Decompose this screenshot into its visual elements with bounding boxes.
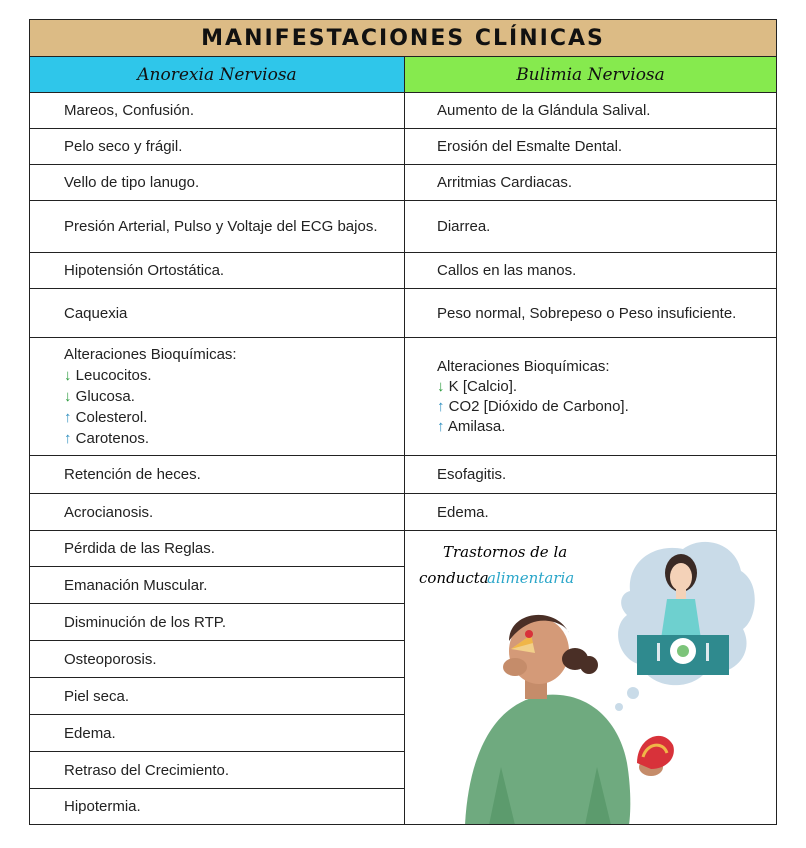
arrow-up-icon: ↑ [64,409,72,426]
table-cell: Callos en las manos. [405,253,777,289]
illustration-svg [405,531,777,825]
biochem-cell [29,338,405,456]
biochem-heading: Alteraciones Bioquímicas: [437,357,610,375]
table-cell: Retención de heces. [29,456,405,494]
table-cell: Edema. [29,715,405,752]
table-cell: Pérdida de las Reglas. [29,531,405,567]
table-cell: Edema. [405,494,777,531]
anorexia-column [29,93,405,825]
table-cell: Osteoporosis. [29,641,405,678]
arrow-up-icon: ↑ [437,417,445,435]
table-cell: Peso normal, Sobrepeso o Peso insuficiente. [405,289,777,338]
table-cell: Pelo seco y frágil. [29,129,405,165]
biochem-item: Leucocitos. [75,367,152,384]
arrow-up-icon: ↑ [64,430,72,447]
biochem-item: Amilasa. [447,417,506,435]
table-cell: Esofagitis. [405,456,777,494]
biochem-heading: Alteraciones Bioquímicas: [64,346,237,363]
illustration-title-line2a: conducta [419,569,489,587]
table-cell: Disminución de los RTP. [29,604,405,641]
biochem-item: Carotenos. [75,430,150,447]
table-cell: Caquexia [29,289,405,338]
table-cell: Aumento de la Glándula Salival. [405,93,777,129]
table-cell: Hipotensión Ortostática. [29,253,405,289]
table-cell: Erosión del Esmalte Dental. [405,129,777,165]
eating-disorder-illustration [405,531,777,825]
table-cell: Hipotermia. [29,789,405,825]
arrow-down-icon: ↓ [64,388,72,405]
table-cell: Acrocianosis. [29,494,405,531]
table-cell: Presión Arterial, Pulso y Voltaje del ECG bajos. [29,201,405,253]
biochem-item: K [Calcio]. [448,377,518,395]
biochem-item: CO2 [Dióxido de Carbono]. [448,397,629,415]
anorexia-header: Anorexia Nerviosa [29,57,405,93]
illustration-title-line2b: alimentaria [487,569,575,587]
table-title: MANIFESTACIONES CLÍNICAS [29,19,777,57]
column-headers [29,57,777,93]
table-cell: Emanación Muscular. [29,567,405,604]
biochem-cell [405,338,777,456]
bulimia-header: Bulimia Nerviosa [405,57,777,93]
arrow-up-icon: ↑ [437,397,445,415]
arrow-down-icon: ↓ [437,377,445,395]
table-cell: Vello de tipo lanugo. [29,165,405,201]
table-cell: Arritmias Cardiacas. [405,165,777,201]
biochem-item: Glucosa. [75,388,135,405]
clinical-table [29,19,777,825]
table-cell: Retraso del Crecimiento. [29,752,405,789]
illustration-title-line1: Trastornos de la [443,543,568,561]
table-cell: Mareos, Confusión. [29,93,405,129]
table-cell: Diarrea. [405,201,777,253]
arrow-down-icon: ↓ [64,367,72,384]
biochem-item: Colesterol. [75,409,148,426]
table-cell: Piel seca. [29,678,405,715]
bulimia-column [405,93,777,825]
